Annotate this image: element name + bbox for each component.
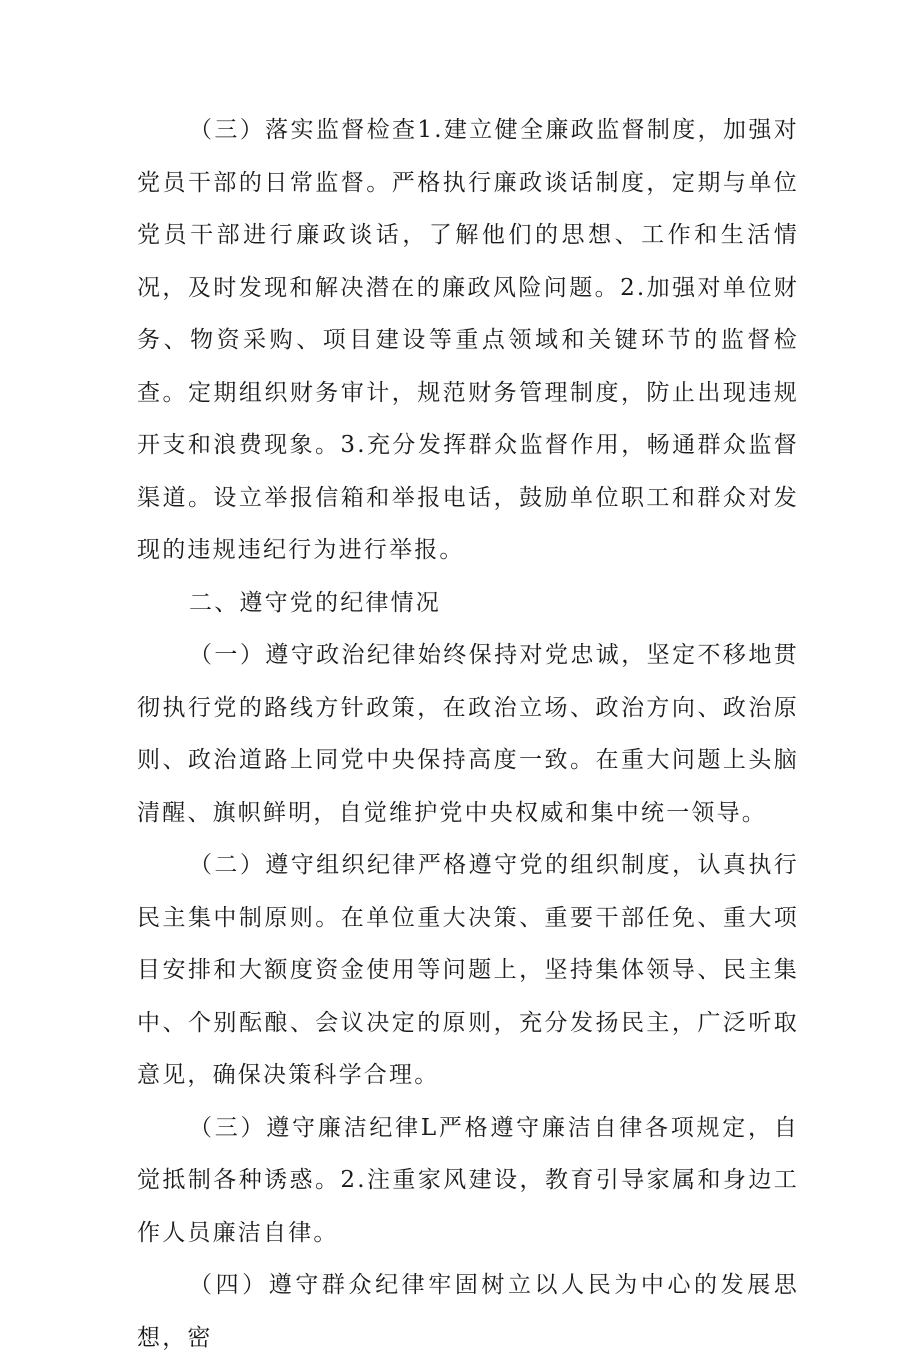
paragraph-supervision-inspection: （三）落实监督检查1.建立健全廉政监督制度，加强对党员干部的日常监督。严格执行廉政谈话制度，定期与单位党员干部进行廉政谈话，了解他们的思想、工作和生活情况，及时发现和解决潜在的廉政风险问题。2.加强对单位财务、物资采购、项目建设等重点领域和关键环节的监督检查。定期组织财务审计，规范财务管理制度，防止出现违规开支和浪费现象。3.充分发挥群众监督作用，畅通群众监督渠道。设立举报信箱和举报电话，鼓励单位职工和群众对发现的违规违纪行为进行举报。	[137, 117, 799, 563]
paragraph-mass-discipline: （四）遵守群众纪律牢固树立以人民为中心的发展思想，密	[137, 1272, 799, 1351]
paragraph-political-discipline: （一）遵守政治纪律始终保持对党忠诚，坚定不移地贯彻执行党的路线方针政策，在政治立场、政治方向、政治原则、政治道路上同党中央保持高度一致。在重大问题上头脑清醒、旗帜鲜明，自觉维护党中央权威和集中统一领导。	[137, 642, 799, 826]
document-body	[137, 104, 799, 1364]
paragraph-integrity-discipline: （三）遵守廉洁纪律L严格遵守廉洁自律各项规定，自觉抵制各种诱惑。2.注重家风建设，教育引导家属和身边工作人员廉洁自律。	[137, 1114, 799, 1246]
paragraph-organizational-discipline: （二）遵守组织纪律严格遵守党的组织制度，认真执行民主集中制原则。在单位重大决策、重要干部任免、重大项目安排和大额度资金使用等问题上，坚持集体领导、民主集中、个别酝酿、会议决定的原则，充分发扬民主，广泛听取意见，确保决策科学合理。	[137, 852, 799, 1088]
section-heading-party-discipline: 二、遵守党的纪律情况	[189, 589, 441, 616]
